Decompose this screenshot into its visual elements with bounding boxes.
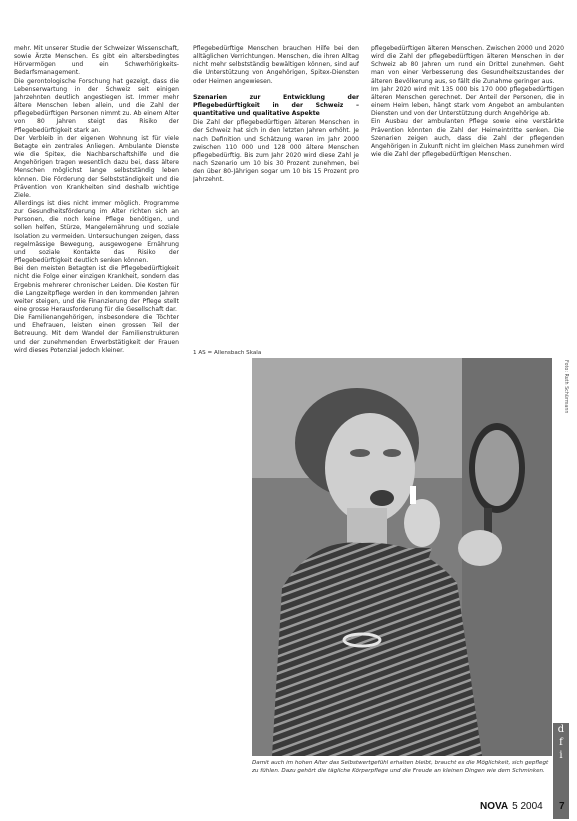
paragraph: Die gerontologische Forschung hat gezeigt, dass die Lebenserwartung in der Schweiz seit einigen Jahrzehnten deutlich angestiegen ist. Immer mehr ältere Menschen leben allein, und die Zahl der pflegebedürftigen Personen nimmt zu. Ab einem Alter von 80 Jahren steigt das Risiko der Pflegebedürftigkeit stark an. bbox=[14, 77, 179, 134]
paragraph: Die Zahl der pflegebedürftigen älteren Menschen in der Schweiz hat sich in den letzten Jahren erhöht. Je nach Definition und Schätzung waren im Jahr 2000 zwischen 110 000 und 128 000 ältere Menschen pflegebedürftig. Bis zum Jahr 2020 wird diese Zahl je nach Szenario um 10 bis 30 Prozent zunehmen, bei den über 80-Jährigen sogar um 10 bis 15 Prozent pro Jahrzehnt. bbox=[193, 119, 359, 184]
issue-number: 5 2004 bbox=[512, 801, 543, 812]
paragraph: Allerdings ist dies nicht immer möglich. Programme zur Gesundheitsförderung im Alter richten sich an Personen, die noch keine Pflege benötigen, und sollen helfen, Stürze, Mangelernährung und soziale Isolation zu vermeiden. Untersuchungen zeigen, dass regelmässige Bewegung, ausgewogene Ernährung und soziale Kontakte das Risiko der Pflegebedürftigkeit deutlich senken können. bbox=[14, 199, 179, 265]
page-number: 7 bbox=[559, 801, 565, 812]
magazine-name: NOVA bbox=[480, 801, 509, 812]
article-column-3 bbox=[371, 45, 564, 357]
photo-caption: Damit auch im hohen Alter das Selbstwertgefühl erhalten bleibt, braucht es die Möglichkeit, sich gepflegt zu fühlen. Dazu gehört die tägliche Körperpflege und die Freude an kleinen Dingen wie dem Schminken. bbox=[252, 760, 549, 774]
paragraph: mehr. Mit unserer Studie der Schweizer Wissenschaft, sowie Ärzte Menschen. Es gibt ein altersbedingtes Hörvermögen und ein Schwerhörigkeits-Bedarfsmanagement. bbox=[14, 45, 179, 77]
page-footer bbox=[480, 801, 565, 812]
photo-credit: Foto: Ruth Schürmann bbox=[563, 360, 568, 414]
paragraph: Bei den meisten Betagten ist die Pflegebedürftigkeit nicht die Folge einer einzigen Krankheit, sondern das Ergebnis mehrerer chronischer Leiden. Die Kosten für die Langzeitpflege werden in den kommenden Jahren weiter steigen, und die Finanzierung der Pflege stellt eine grosse Herausforderung für die Gesellschaft dar. bbox=[14, 265, 179, 313]
article-column-2 bbox=[193, 45, 359, 335]
section-heading: Szenarien zur Entwicklung der Pflegebedürftigkeit in der Schweiz – quantitative und qualitative Aspekte bbox=[193, 93, 359, 118]
article-column-1 bbox=[14, 45, 179, 767]
paragraph: Ein Ausbau der ambulanten Pflege sowie eine verstärkte Prävention könnten die Zahl der Heimeintritte senken. Die Szenarien zeigen auch, dass die Zahl der pflegenden Angehörigen in Zukunft nicht im gleichen Mass zunehmen wird wie die Zahl der pflegebedürftigen Menschen. bbox=[371, 118, 564, 159]
footnote: 1 AS = Allensbach Skala bbox=[193, 350, 262, 356]
paragraph: Die Familienangehörigen, insbesondere die Töchter und Ehefrauen, leisten einen grossen Teil der Betreuung. Mit dem Wandel der Familienstrukturen und der zunehmenden Erwerbstätigkeit der Frauen wird dieses Potenzial jedoch kleiner. bbox=[14, 314, 179, 354]
paragraph: Pflegebedürftige Menschen brauchen Hilfe bei den alltäglichen Verrichtungen. Menschen, die ihren Alltag nicht mehr selbstständig bewältigen können, sind auf die Unterstützung von Angehörigen, Spitex-Diensten oder Heimen angewiesen. bbox=[193, 45, 359, 85]
portrait-photo bbox=[252, 358, 552, 756]
paragraph: Im Jahr 2020 wird mit 135 000 bis 170 000 pflegebedürftigen älteren Menschen gerechnet. Der Anteil der Personen, die in einem Heim leben, hängt stark vom Angebot an ambulanten Diensten und von der Unterstützung durch Angehörige ab. bbox=[371, 85, 564, 118]
language-letter: f bbox=[559, 737, 563, 748]
language-letter: d bbox=[557, 724, 565, 735]
language-letter: i bbox=[559, 750, 563, 761]
paragraph: Der Verbleib in der eigenen Wohnung ist für viele Betagte ein zentrales Anliegen. Ambulante Dienste wie die Spitex, die Nachbarschaftshilfe und die Angehörigen tragen wesentlich dazu bei, dass ältere Menschen möglichst lange selbstständig leben können. Die Förderung der Selbstständigkeit und die Prävention von Krankheiten sind deshalb wichtige Ziele. bbox=[14, 134, 179, 199]
paragraph: pflegebedürftigen älteren Menschen. Zwischen 2000 und 2020 wird die Zahl der pflegebedürftigen älteren Menschen in der Schweiz ab 80 Jahren um rund ein Drittel zunehmen. Geht man von einer Verbesserung des Gesundheitszustandes der älteren Bevölkerung aus, so fällt die Zunahme geringer aus. bbox=[371, 45, 564, 85]
